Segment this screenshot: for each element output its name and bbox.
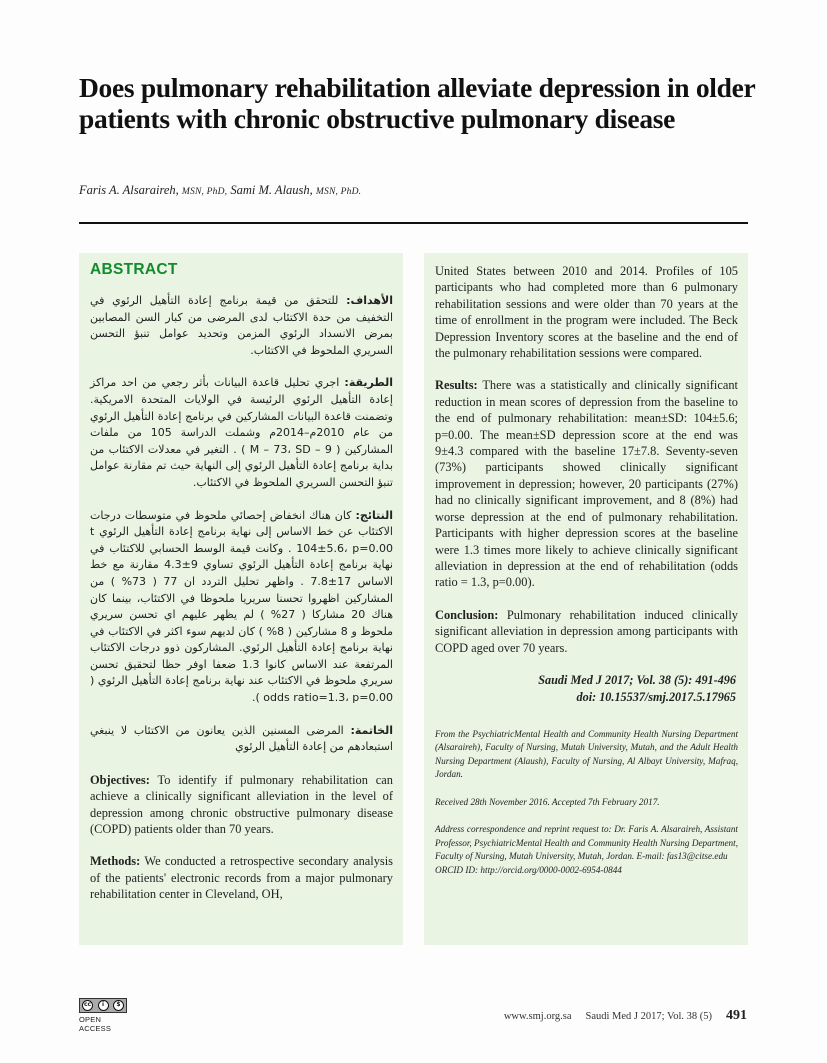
correspondence-note: Address correspondence and reprint request to: Dr. Faris A. Alsaraireh, Assistant Professor, PsychiatricMental Health and Community Health Nursing Department, Faculty of Nursing, Mutah University, Mutah, Jordan. E-mail: fas13@citse.edu bbox=[435, 824, 738, 862]
orcid-link[interactable]: ORCID ID: http://orcid.org/0000-0002-6954-0844 bbox=[435, 864, 622, 875]
creative-commons-badge bbox=[79, 998, 127, 1013]
cc-icon: cc bbox=[82, 1000, 93, 1011]
arabic-objectives bbox=[90, 293, 393, 359]
journal-issue: Saudi Med J 2017; Vol. 38 (5) bbox=[585, 1011, 712, 1022]
page-number: 491 bbox=[726, 1008, 747, 1023]
section-text: There was a statistically and clinically significant reduction in mean scores of depression from the baseline to the end of pulmonary rehabilitation: mean±SD: 104±5.6; p=0.00. The mean±SD depression score at the end was 9±4.3 compared with the baseline 17±7.8. Seventy-seven (73%) participants showed clinically significant improvement in depression; however, 20 participants (27%) had no clinically significant improvement, and 8 (8%) had worse depression at the end of pulmonary rehabilitation. Participants with higher depression scores at the baseline were 1.3 times more likely to achieve clinically significant alleviation in depression at the end of rehabilitation (odds ratio = 1.3, p=0.00). bbox=[435, 378, 738, 590]
article-title: Does pulmonary rehabilitation alleviate depression in older patients with chronic obstructive pulmonary disease bbox=[79, 72, 755, 134]
section-text: To identify if pulmonary rehabilitation can achieve a clinically significant alleviation in the level of depression among chronic obstructive pulmonary disease (COPD) patients older than 70 years. bbox=[90, 772, 393, 837]
section-label: الخاتمة: bbox=[350, 723, 393, 737]
noncommercial-icon: $ bbox=[113, 1000, 124, 1011]
author-name: Faris A. Alsaraireh, bbox=[79, 183, 179, 197]
author-degrees: MSN, PhD. bbox=[315, 187, 362, 197]
journal-citation: Saudi Med J 2017; Vol. 38 (5): 491-496 bbox=[538, 672, 736, 687]
section-label: Results: bbox=[435, 378, 478, 393]
arabic-conclusion bbox=[90, 723, 393, 756]
open-access-license[interactable] bbox=[79, 998, 127, 1033]
open-access-label: OPEN ACCESS bbox=[79, 1015, 112, 1033]
section-label: الأهداف: bbox=[346, 294, 393, 307]
section-text: للتحقق من قيمة برنامج إعادة التأهيل الرئوي في التخفيف من حدة الاكتئاب لدى المرضى من كبار السن المصابين بمرض الانسداد الرئوي المزمن وتحديد عوامل تنبؤ التحسن السريري الملحوظ في الاكتئاب. bbox=[90, 294, 393, 357]
author-degrees: MSN, PhD, bbox=[181, 187, 228, 197]
section-text: We conducted a retrospective secondary analysis of the patients' electronic records from a major pulmonary rehabilitation center in Cleveland, OH, bbox=[90, 854, 393, 902]
section-text: المرضى المسنين الذين يعانون من الاكتئاب لا ينبغي استبعادهم من إعادة التأهيل الرئوي bbox=[90, 723, 393, 754]
arabic-results bbox=[90, 508, 393, 707]
abstract-heading: ABSTRACT bbox=[90, 261, 178, 278]
arabic-methods bbox=[90, 375, 393, 491]
doi-link[interactable]: doi: 10.15537/smj.2017.5.17965 bbox=[576, 689, 736, 704]
abstract-right-column bbox=[424, 253, 748, 945]
page-footer bbox=[504, 1008, 747, 1024]
section-label: النتائج: bbox=[355, 508, 393, 522]
section-text: اجري تحليل قاعدة البيانات بأثر رجعي من احد مراكز إعادة التأهيل الرئوي الرئيسة في الولايات المتحدة الامريكية. وتضمنت قاعدة البيانات المشاركين في برنامج إعادة التأهيل الرئوي من عام 2010م–2014م وشملت الدراسة 105 من ملفات المشاركين ( M – 73، SD – 9 ) . التغير في معدلات الاكتئاب من بداية برنامج إعادة التأهيل الرئوي إلى النهاية حيث تم مقارنة عوامل تنبؤ التحسن السريري الملحوظ في الاكتئاب. bbox=[90, 376, 393, 489]
received-dates: Received 28th November 2016. Accepted 7th February 2017. bbox=[435, 796, 660, 807]
citation-block bbox=[435, 672, 738, 706]
affiliation-note: From the PsychiatricMental Health and Community Health Nursing Department (Alsaraireh), Faculty of Nursing, Mutah University, Mutah, and the Adult Health Nursing Department (Alaush), Faculty of Nursing, Al Albayt University, Mafraq, Jordan. bbox=[435, 728, 738, 780]
section-text: كان هناك انخفاض إحصائي ملحوظ في متوسطات درجات الاكتئاب عن خط الاساس إلى نهاية برنامج إعادة التأهيل الرئوي t 104±5.6، p=0.00 . وكانت قيمة الوسط الحسابي للاكتئاب في نهاية برنامج إعادة التأهيل الرئوي تساوي 9±4.3 مقارنة مع خط الاساس 17±7.8 . واظهر تحليل التردد ان 77 ( 73% ) من المشاركين اظهروا تحسنا سريريا ملحوظا في الاكتئاب، بينما كان هناك 20 مشاركا ( 27% ) لم يظهر عليهم اي تحسن سريري ملحوظ و 8 مشاركين ( 8% ) كان لديهم سوء اكثر في الاكتئاب في نهاية برنامج إعادة التأهيل الرئوي. المشاركون ذوو درجات الاكتئاب المرتفعة عند الاساس كانوا 1.3 ضعفا اوفر حظا لتحقيق تحسن سريري ملحوظ في الاكتئاب عند نهاية برنامج إعادة التأهيل الرئوي ( odds ratio=1.3، p=0.00 ). bbox=[90, 508, 393, 705]
section-label: Objectives: bbox=[90, 772, 150, 787]
section-label: Conclusion: bbox=[435, 607, 499, 622]
author-list bbox=[79, 183, 679, 198]
abstract-left-column bbox=[79, 253, 403, 945]
english-methods-continued: United States between 2010 and 2014. Profiles of 105 participants who had completed more than 6 pulmonary rehabilitation sessions and were older than 70 years at the time of enrollment in the program were included. The Beck Depression Inventory scores at the baseline and the end of the pulmonary rehabilitation sessions were compared. bbox=[435, 264, 738, 361]
english-objectives bbox=[90, 772, 393, 838]
author-name: Sami M. Alaush, bbox=[230, 183, 313, 197]
english-results bbox=[435, 377, 738, 590]
title-divider bbox=[79, 222, 748, 224]
journal-website-link[interactable]: www.smj.org.sa bbox=[503, 1011, 572, 1022]
english-methods bbox=[90, 853, 393, 902]
section-label: الطريقة: bbox=[344, 376, 393, 390]
english-conclusion bbox=[435, 607, 738, 656]
attribution-icon: i bbox=[98, 1000, 109, 1011]
section-text: Pulmonary rehabilitation induced clinically significant alleviation in depression among participants with COPD aged over 70 years. bbox=[435, 607, 738, 655]
section-label: Methods: bbox=[90, 854, 141, 869]
